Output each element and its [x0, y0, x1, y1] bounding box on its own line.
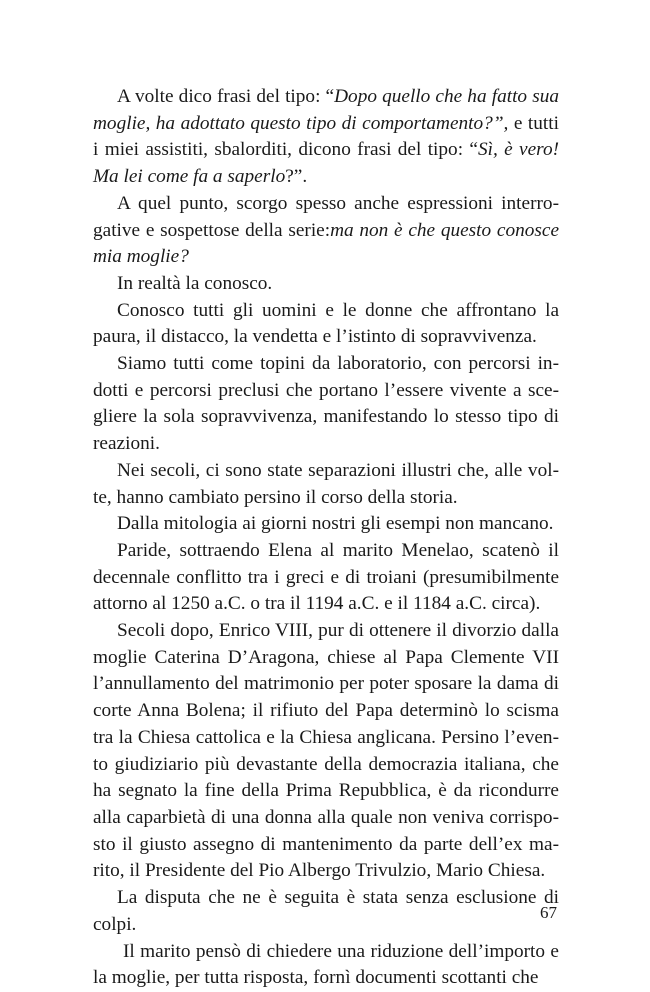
text-run: Conosco tutti gli uomini e le donne che affrontano la paura, il distacco, la vendetta e l’istinto di sopravvivenza.: [93, 299, 559, 348]
text-run: A volte dico frasi del tipo: “: [117, 86, 335, 107]
text-run: Nei secoli, ci sono state separazioni illustri che, alle volte, hanno cambiato persino il corso della storia.: [93, 459, 559, 508]
paragraph: [93, 84, 559, 191]
text-run: A quel punto, scorgo spesso anche espressioni interrogative e sospettose della serie:: [93, 192, 559, 241]
text-run: Dalla mitologia ai giorni nostri gli esempi non mancano.: [117, 513, 554, 535]
paragraph: [93, 511, 559, 538]
paragraph: [93, 939, 559, 992]
paragraph: [93, 885, 559, 938]
page-body: [93, 84, 559, 992]
paragraph: [93, 271, 559, 298]
paragraph: [93, 538, 559, 618]
text-run: Il marito pensò di chiedere una riduzione dell’importo e la moglie, per tutta risposta, fornì documenti scottanti che: [93, 940, 559, 989]
paragraph: [93, 191, 559, 271]
italic-text: ma non è che questo conosce mia moglie?: [93, 219, 560, 268]
paragraph: [93, 458, 559, 511]
text-run: ?”.: [285, 166, 308, 188]
paragraph: [93, 351, 559, 458]
text-run: e tutti i miei assistiti, sbalorditi, dicono frasi del tipo: “: [93, 112, 559, 161]
text-run: Siamo tutti come topini da laboratorio, con percorsi indotti e percorsi preclusi che portano l’essere vivente a scegliere la sola sopravvivenza, manifestando lo stesso tipo di reazioni.: [93, 353, 559, 455]
italic-text: Sì, è vero! Ma lei come fa a saperlo: [93, 139, 560, 188]
italic-text: Dopo quello che ha fatto sua moglie, ha adottato questo tipo di comportamento?”,: [93, 86, 559, 134]
text-run: Paride, sottraendo Elena al marito Menelao, scatenò il decennale conflitto tra i greci e di troiani (presumibilmente attorno al 1250 a.C. o tra il 1194 a.C. e il 1184 a.C. circa).: [93, 539, 559, 615]
page-number: 67: [540, 903, 557, 922]
paragraph: [93, 298, 559, 351]
text-run: In realtà la conosco.: [117, 272, 273, 294]
text-run: Secoli dopo, Enrico VIII, pur di ottenere il divorzio dalla moglie Caterina D’Aragona, chiese al Papa Clemente VII l’annullamento del matrimonio per poter sposare la dama di corte Anna Bolena; il rifiuto del Papa determinò lo scisma tra la Chiesa cattolica e la Chiesa anglicana. Persino l’evento giudiziario più devastante della democrazia italiana, che ha segnato la fine della Prima Repubblica, è da ricondurre alla caparbietà di una donna alla quale non veniva corrisposto il giusto assegno di mantenimento da parte dell’ex marito, il Presidente del Pio Albergo Trivulzio, Mario Chiesa.: [93, 620, 559, 882]
paragraph: [93, 618, 559, 885]
text-run: La disputa che ne è seguita è stata senza esclusione di colpi.: [93, 887, 559, 935]
